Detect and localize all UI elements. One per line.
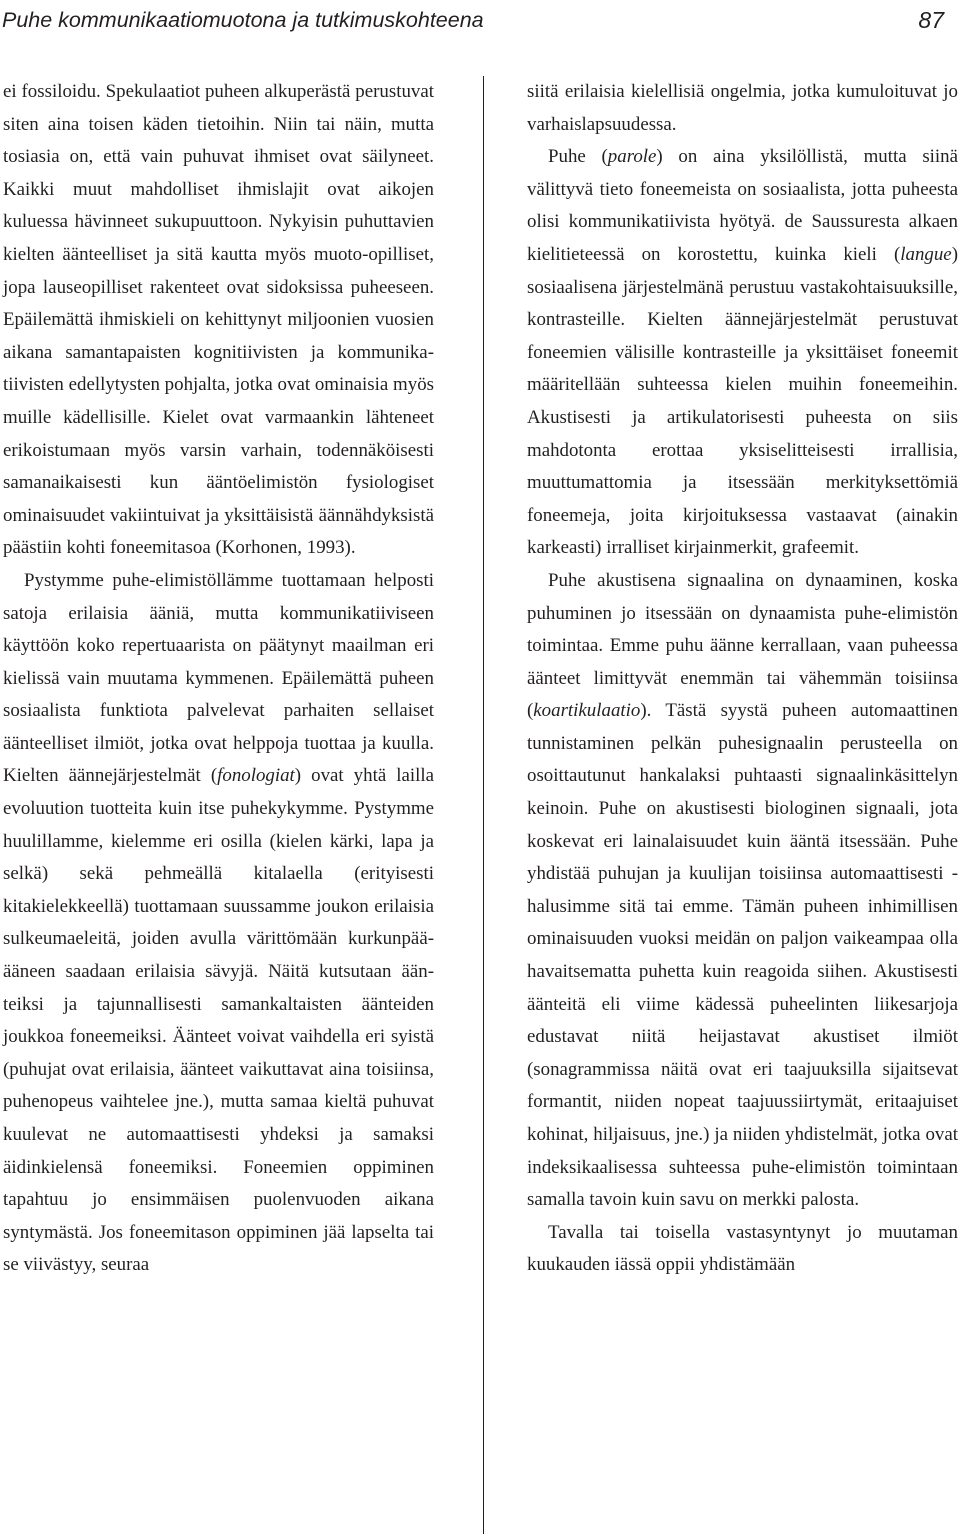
- text-run: ) sosiaalisena järjestelmänä perustuu vastakohtaisuuksille, kontrasteille. Kielten äännejärjestelmät perustuvat foneemien välisille kontrasteille ja yksittäiset foneemit määritellään suhteessa kielen muihin foneemeihin. Akustisesti ja artikulatorisesti puheesta on siis mahdotonta erottaa yksiselitteisesti irrallisia, muuttumattomia ja itsessään merkityksettömiä foneemeja, joita kirjoituksessa vastaavat (ainakin karkeasti) irralliset kirjainmerkit, grafeemit.: [527, 243, 958, 559]
- running-title: Puhe kommunikaatiomuotona ja tutkimuskohteena: [2, 8, 484, 32]
- paragraph: [527, 141, 958, 565]
- right-column: [527, 76, 958, 1282]
- paragraph: Tavalla tai toisella vastasyntynyt jo muutaman kuukauden iässä oppii yhdistämään: [527, 1221, 958, 1276]
- text-run: ). Tästä syystä puheen automaattinen tunnistaminen pelkän puhesignaalin perusteella on osoittautunut hankalaksi puhtaasti signaalinkäsittelyn keinoin. Puhe on akustisesti biologinen signaali, jota koskevat eri lainalaisuudet kuin ääntä itsessään. Puhe yhdistää puhujan ja kuulijan toisiinsa automaattisesti - halusimme sitä tai emme. Tämän puheen inhimillisen ominaisuuden vuoksi meidän on paljon vaikeampaa olla havaitsematta puhetta kuin reagoida siihen. Akustisesti äänteitä eli viime kädessä puheelinten liikesarjoja edustavat niitä heijastavat akustiset ilmiöt (sonagrammissa näitä ovat eri taajuuksilla sijaitsevat formantit, niiden nopeat taajuussiirtymät, eritaajuiset kohinat, hiljaisuus, jne.) ja niiden yhdistelmät, jotka ovat indeksikaalisessa suhteessa puhe-elimistön toimintaan samalla tavoin kuin savu on merkki palosta.: [527, 700, 958, 1211]
- page-number: 87: [918, 7, 944, 33]
- paragraph: ei fossiloidu. Spekulaatiot puheen alkuperästä perustuvat siten aina toisen käden tietoihin. Niin tai näin, mutta tosiasia on, että vain puhuvat ihmiset ovat säilyneet. Kaikki muut mahdolliset ihmislajit ovat aikojen kuluessa hävinneet sukupuuttoon. Nykyisin puhuttavien kielten äänteelliset ja sitä kautta myös muoto-opilliset, jopa lauseopilliset rakenteet ovat sidoksissa puheeseen. Epäilemättä ihmiskieli on kehittynyt miljoonien vuosien aikana samantapaisten kognitiivisten ja kommunikatiivisten edellytysten pohjalta, jotka ovat ominaisia myös muille kädellisille. Kielet ovat varmaankin lähteneet erikoistumaan myös varsin varhain, todennäköisesti samanaikaisesti kun ääntöelimistön fysiologiset ominaisuudet vakiintuivat ja yksittäisistä äännähdyksistä päästiin kohti foneemitasoa (Korhonen, 1993).: [3, 81, 434, 559]
- italic-term: parole: [607, 146, 657, 168]
- text-run: Puhe akustisena signaalina on dynaaminen, koska puhuminen jo itsessään on dynaamista puhe-elimistön toimintaa. Emme puhu äänne kerrallaan, vaan puheessa äänteet limittyvät enemmän tai vähemmän toisiinsa (: [527, 569, 958, 722]
- italic-term: langue: [900, 243, 952, 265]
- text-run: Puhe (: [548, 146, 608, 168]
- italic-term: fonologiat: [217, 765, 295, 787]
- left-column: [3, 76, 434, 1282]
- page-header: [2, 2, 944, 38]
- text-run: Pystymme puhe-elimistöllämme tuottamaan helposti satoja erilaisia ääniä, mutta kommunikatiiviseen käyttöön koko repertuaarista on päätynyt maailman eri kielissä vain muutama kymmenen. Epäilemättä puheen sosiaalista funktiota palvelevat parhaiten sellaiset äänteelliset ilmiöt, jotka ovat helppoja tuottaa ja kuulla. Kielten äännejärjestelmät (: [3, 569, 434, 787]
- text-run: ) ovat yhtä lailla evoluution tuotteita kuin itse puhekykymme. Pystymme huulillamme, kielemme eri osilla (kielen kärki, lapa ja selkä) sekä pehmeällä kitalaella (erityisesti kitakielekkeellä) tuottamaan suussamme joukon erilaisia sulkeumaeleitä, joiden avulla värittömään kurkunpää-ääneen saadaan erilaisia sävyjä. Näitä kutsutaan äänteiksi ja tajunnallisesti samankaltaisten äänteiden joukkoa foneemeiksi. Äänteet voivat vaihdella eri syistä (puhujat ovat erilaisia, äänteet vaikuttavat aina toisiinsa, puhenopeus vaihtelee jne.), mutta samaa kieltä puhuvat kuulevat ne automaattisesti yhdeksi ja samaksi äidinkielensä foneemiksi. Foneemien oppiminen tapahtuu jo ensimmäisen puolenvuoden aikana syntymästä. Jos foneemitason oppiminen jää lapselta tai se viivästyy, seuraa: [3, 765, 434, 1276]
- text-run: ) on aina yksilöllistä, mutta siinä välittyvä tieto foneemeista on sosiaalista, jotta puheesta olisi kommunikatiivista hyötyä. de Saussuresta alkaen kielitieteessä on korostettu, kuinka kieli (: [527, 146, 959, 265]
- italic-term: koartikulaatio: [533, 700, 641, 722]
- paragraph: [527, 565, 958, 1217]
- column-divider: [483, 76, 484, 1534]
- paragraph: [3, 565, 434, 1282]
- paragraph: siitä erilaisia kielellisiä ongelmia, jotka kumuloituvat jo varhaislapsuudessa.: [527, 81, 958, 135]
